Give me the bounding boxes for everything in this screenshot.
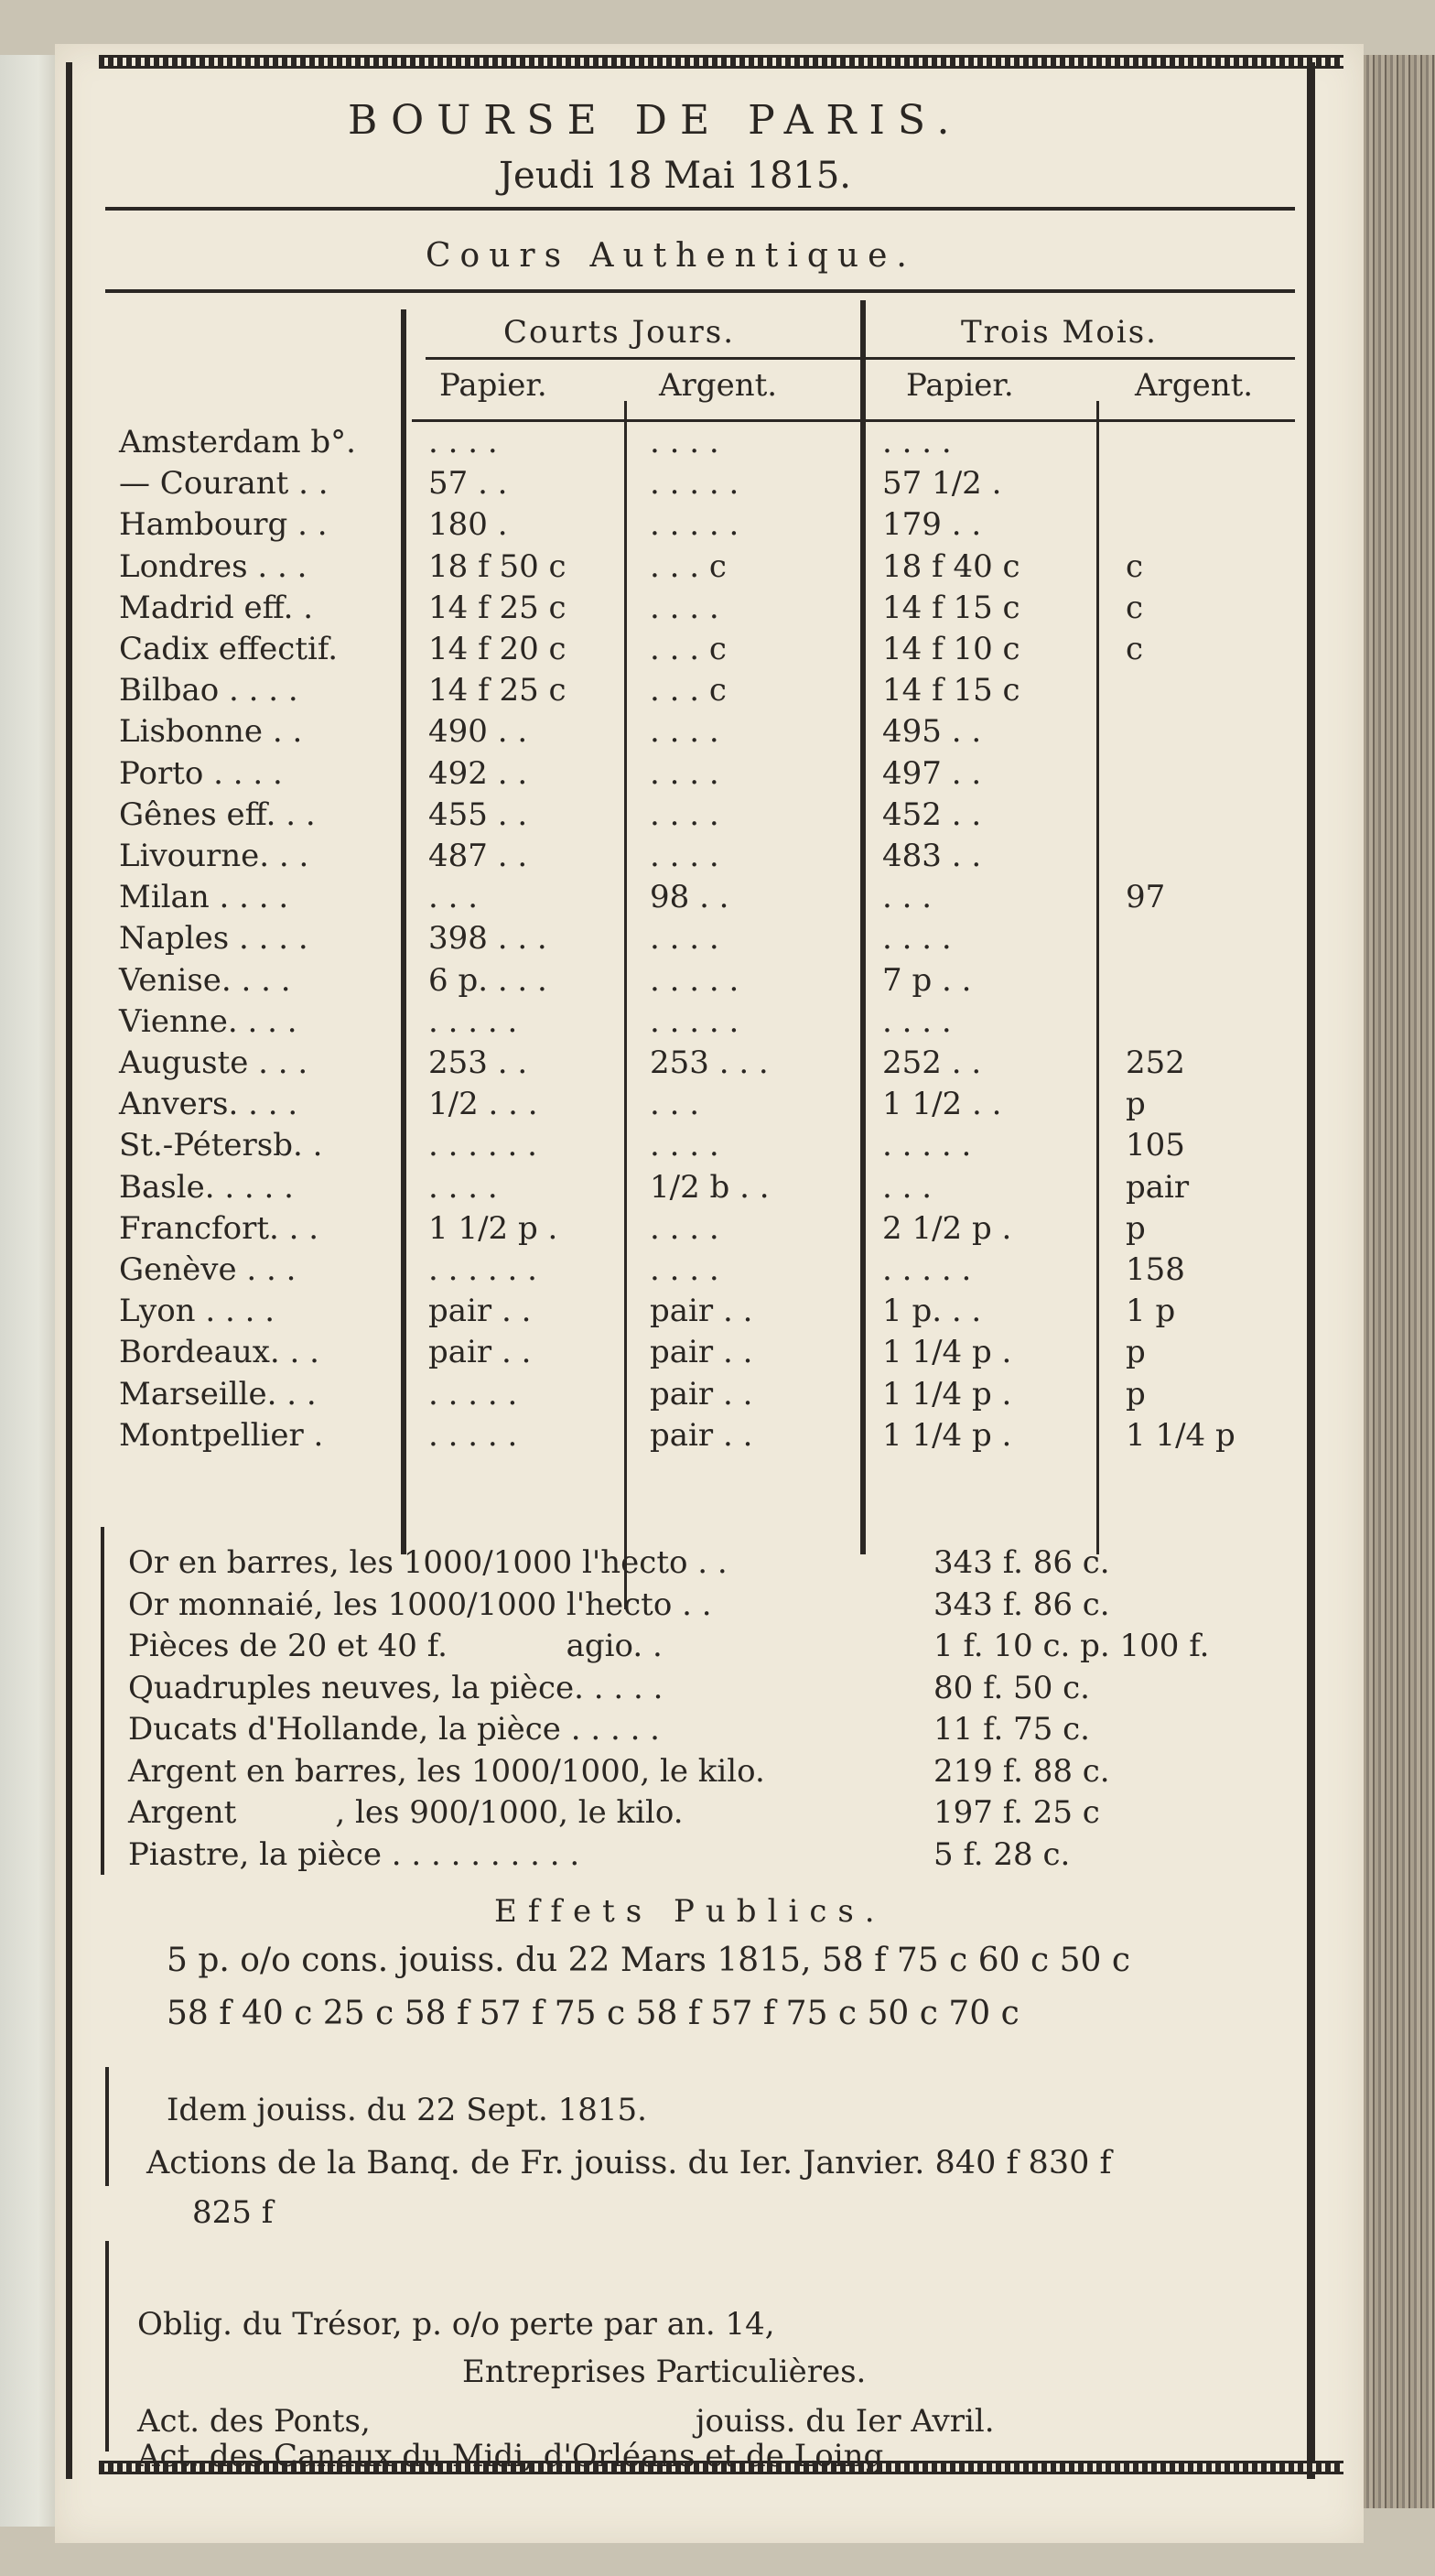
row-place: Lyon . . . .: [119, 1293, 275, 1330]
cell-cj-argent: . . . . .: [650, 506, 739, 544]
cell-tm-argent: p: [1126, 1209, 1146, 1247]
metal-label: Argent en barres, les 1000/1000, le kilo.: [128, 1752, 765, 1790]
cell-cj-papier: 57 . .: [428, 465, 508, 503]
row-place: Naples . . . .: [119, 920, 308, 958]
cell-tm-argent: p: [1126, 1375, 1146, 1412]
side-rule: [105, 2067, 109, 2186]
cell-cj-papier: 1 1/2 p .: [428, 1209, 558, 1247]
cell-tm-papier: . . . .: [882, 1002, 952, 1040]
cell-cj-papier: 14 f 25 c: [428, 672, 566, 709]
cell-tm-papier: 2 1/2 p .: [882, 1209, 1012, 1247]
row-place: Marseille. . .: [119, 1375, 317, 1412]
cell-cj-argent: . . . c: [650, 547, 727, 585]
row-place: Francfort. . .: [119, 1209, 319, 1247]
metal-label: Quadruples neuves, la pièce. . . . .: [128, 1669, 664, 1706]
page-date: Jeudi 18 Mai 1815.: [499, 155, 852, 197]
cell-cj-argent: . . . .: [650, 796, 719, 833]
col-header-papier-cj: Papier.: [439, 367, 547, 404]
cell-cj-papier: 180 .: [428, 506, 508, 544]
page-title: BOURSE DE PARIS.: [348, 97, 963, 144]
row-place: Anvers. . . .: [119, 1086, 298, 1123]
metal-label: Argent , les 900/1000, le kilo.: [128, 1794, 684, 1831]
row-place: Londres . . .: [119, 547, 308, 585]
row-place: Hambourg . .: [119, 506, 328, 544]
cell-tm-argent: 1 p: [1126, 1293, 1176, 1330]
cell-cj-papier: . . . . .: [428, 1375, 518, 1412]
cell-cj-argent: pair . .: [650, 1416, 753, 1454]
row-place: Porto . . . .: [119, 754, 283, 792]
cell-tm-argent: 97: [1126, 879, 1166, 916]
cell-cj-papier: pair . .: [428, 1293, 532, 1330]
rule: [105, 289, 1295, 293]
effets-actions: Actions de la Banq. de Fr. jouiss. du Ier. Janvier. 840 f 830 f: [146, 2145, 1112, 2181]
metal-value: 197 f. 25 c: [933, 1794, 1100, 1831]
cell-cj-argent: . . . .: [650, 838, 719, 874]
cell-cj-papier: 14 f 25 c: [428, 589, 566, 626]
row-place: Amsterdam b°.: [119, 424, 356, 460]
effets-heading: Effets Publics.: [494, 1893, 886, 1930]
cell-tm-papier: 1 1/4 p .: [882, 1375, 1012, 1412]
metal-value: 11 f. 75 c.: [933, 1711, 1090, 1748]
cell-tm-papier: . . . . .: [882, 1251, 972, 1288]
cell-cj-papier: 1/2 . . .: [428, 1086, 538, 1123]
row-place: Basle. . . . .: [119, 1168, 294, 1206]
cell-tm-papier: 7 p . .: [882, 961, 972, 999]
rule: [105, 207, 1295, 211]
cell-cj-papier: . . . . . .: [428, 1127, 537, 1164]
page-edges: [1354, 55, 1435, 2508]
cell-tm-papier: 14 f 10 c: [882, 631, 1020, 667]
row-place: Madrid eff. .: [119, 589, 314, 626]
group-header-trois-mois: Trois Mois.: [961, 314, 1158, 351]
entreprises-line: Act. des Ponts,: [137, 2403, 371, 2440]
row-place: Lisbonne . .: [119, 713, 303, 751]
cell-cj-argent: . . . .: [650, 589, 719, 626]
cell-tm-argent: c: [1126, 547, 1144, 585]
metal-value: 1 f. 10 c. p. 100 f.: [933, 1628, 1210, 1664]
top-border: [99, 55, 1343, 69]
cell-tm-papier: . . . . .: [882, 1127, 972, 1164]
side-rule: [101, 1527, 104, 1875]
row-place: — Courant . .: [119, 465, 329, 503]
cell-cj-argent: . . . .: [650, 1127, 719, 1164]
col-header-argent-tm: Argent.: [1135, 367, 1254, 404]
cell-cj-argent: . . . .: [650, 713, 719, 751]
row-place: Venise. . . .: [119, 961, 291, 999]
cell-tm-papier: . . . .: [882, 920, 952, 958]
row-place: Cadix effectif.: [119, 631, 339, 667]
cell-cj-argent: . . . c: [650, 672, 727, 709]
row-place: Vienne. . . .: [119, 1002, 297, 1040]
cell-tm-papier: 495 . .: [882, 713, 982, 751]
cell-tm-papier: . . .: [882, 1168, 933, 1206]
cell-tm-papier: 179 . .: [882, 506, 982, 544]
cell-tm-argent: 158: [1126, 1251, 1185, 1288]
left-border: [66, 62, 72, 2479]
row-place: Bordeaux. . .: [119, 1334, 319, 1371]
metal-label: Ducats d'Hollande, la pièce . . . . .: [128, 1711, 660, 1748]
metal-label: Or monnaié, les 1000/1000 l'hecto . .: [128, 1586, 712, 1623]
cell-cj-papier: . . . . .: [428, 1416, 518, 1454]
cell-tm-argent: 105: [1126, 1127, 1185, 1164]
col-separator: [1096, 401, 1099, 1554]
cell-cj-papier: pair . .: [428, 1334, 532, 1371]
row-place: Montpellier .: [119, 1416, 324, 1454]
col-separator: [860, 300, 866, 1554]
cell-cj-argent: . . . . .: [650, 961, 739, 999]
row-place: Bilbao . . . .: [119, 672, 298, 709]
cell-cj-papier: . . . . .: [428, 1002, 518, 1040]
cell-cj-argent: pair . .: [650, 1334, 753, 1371]
group-header-courts-jours: Courts Jours.: [503, 314, 736, 351]
cell-tm-papier: 57 1/2 .: [882, 465, 1002, 503]
cell-cj-papier: 490 . .: [428, 713, 528, 751]
cell-cj-argent: . . . .: [650, 424, 719, 460]
cell-cj-argent: . . . .: [650, 754, 719, 792]
cell-tm-papier: 497 . .: [882, 754, 982, 792]
cell-cj-argent: pair . .: [650, 1375, 753, 1412]
cell-cj-papier: 253 . .: [428, 1044, 528, 1081]
entreprises-heading: Entreprises Particulières.: [462, 2354, 867, 2390]
effets-oblig: Oblig. du Trésor, p. o/o perte par an. 14,: [137, 2306, 775, 2343]
row-place: St.-Pétersb. .: [119, 1127, 323, 1164]
metal-value: 343 f. 86 c.: [933, 1586, 1110, 1623]
cell-cj-papier: 492 . .: [428, 754, 528, 792]
effets-line: 5 p. o/o cons. jouiss. du 22 Mars 1815, 58 f 75 c 60 c 50 c: [167, 1942, 1130, 1979]
effets-line: 58 f 40 c 25 c 58 f 57 f 75 c 58 f 57 f 75 c 50 c 70 c: [167, 1995, 1020, 2032]
col-separator: [401, 309, 406, 1554]
cell-cj-argent: 253 . . .: [650, 1044, 769, 1081]
metal-label: Pièces de 20 et 40 f. agio. .: [128, 1628, 663, 1664]
row-place: Auguste . . .: [119, 1044, 308, 1081]
cell-cj-argent: . . . .: [650, 1251, 719, 1288]
metal-value: 219 f. 88 c.: [933, 1752, 1110, 1790]
cell-cj-argent: . . .: [650, 1086, 700, 1123]
cell-cj-argent: . . . . .: [650, 465, 739, 503]
right-border: [1307, 62, 1315, 2479]
cell-tm-argent: p: [1126, 1086, 1146, 1123]
effets-actions-cont: 825 f: [192, 2194, 274, 2231]
cell-tm-argent: 252: [1126, 1044, 1185, 1081]
rule: [412, 419, 1295, 422]
cell-cj-argent: . . . .: [650, 1209, 719, 1247]
rule: [883, 357, 1295, 360]
cell-tm-argent: c: [1126, 631, 1144, 667]
cell-tm-papier: 452 . .: [882, 796, 982, 833]
cell-tm-papier: . . . .: [882, 424, 952, 460]
cell-cj-argent: . . . .: [650, 920, 719, 958]
cell-tm-argent: pair: [1126, 1168, 1190, 1206]
cell-tm-papier: 1 1/4 p .: [882, 1416, 1012, 1454]
cell-cj-papier: 6 p. . . .: [428, 961, 547, 999]
metal-value: 5 f. 28 c.: [933, 1835, 1071, 1873]
cell-cj-argent: . . . . .: [650, 1002, 739, 1040]
cell-cj-argent: 1/2 b . .: [650, 1168, 770, 1206]
cell-cj-papier: 18 f 50 c: [428, 547, 566, 585]
cell-cj-papier: . . . .: [428, 424, 498, 460]
metal-label: Or en barres, les 1000/1000 l'hecto . .: [128, 1544, 728, 1581]
cell-cj-papier: 14 f 20 c: [428, 631, 566, 667]
rule: [426, 357, 901, 360]
entreprises-line: Act. des Canaux du Midi, d'Orléans et de Loing.: [137, 2438, 894, 2474]
cell-tm-papier: 14 f 15 c: [882, 589, 1020, 626]
cell-cj-papier: . . . . . .: [428, 1251, 537, 1288]
cell-cj-papier: 398 . . .: [428, 920, 547, 958]
cell-tm-argent: c: [1126, 589, 1144, 626]
row-place: Milan . . . .: [119, 879, 289, 916]
cell-cj-argent: . . . c: [650, 631, 727, 667]
row-place: Livourne. . .: [119, 838, 309, 874]
cell-tm-papier: 18 f 40 c: [882, 547, 1020, 585]
cell-tm-papier: 1 1/2 . .: [882, 1086, 1002, 1123]
cell-cj-argent: pair . .: [650, 1293, 753, 1330]
cell-tm-papier: 14 f 15 c: [882, 672, 1020, 709]
row-place: Genève . . .: [119, 1251, 297, 1288]
col-separator: [624, 401, 627, 1609]
effets-idem: Idem jouiss. du 22 Sept. 1815.: [167, 2092, 647, 2128]
cell-tm-papier: 483 . .: [882, 838, 982, 874]
cell-cj-argent: 98 . .: [650, 879, 729, 916]
cell-cj-papier: . . .: [428, 879, 479, 916]
document-page: [55, 44, 1364, 2543]
row-place: Gênes eff. . .: [119, 796, 316, 833]
section-title: Cours Authentique.: [426, 237, 916, 275]
col-header-argent-cj: Argent.: [659, 367, 778, 404]
cell-tm-papier: 1 1/4 p .: [882, 1334, 1012, 1371]
cell-cj-papier: . . . .: [428, 1168, 498, 1206]
cell-tm-papier: 1 p. . .: [882, 1293, 982, 1330]
cell-tm-argent: p: [1126, 1334, 1146, 1371]
metal-value: 80 f. 50 c.: [933, 1669, 1090, 1706]
cell-tm-papier: . . .: [882, 879, 933, 916]
metal-value: 343 f. 86 c.: [933, 1544, 1110, 1581]
side-rule: [105, 2241, 109, 2452]
cell-tm-argent: 1 1/4 p: [1126, 1416, 1235, 1454]
entreprises-line: jouiss. du Ier Avril.: [696, 2403, 995, 2440]
cell-tm-papier: 252 . .: [882, 1044, 982, 1081]
col-header-papier-tm: Papier.: [906, 367, 1014, 404]
metal-label: Piastre, la pièce . . . . . . . . . .: [128, 1835, 580, 1873]
cell-cj-papier: 455 . .: [428, 796, 528, 833]
cell-cj-papier: 487 . .: [428, 838, 528, 874]
